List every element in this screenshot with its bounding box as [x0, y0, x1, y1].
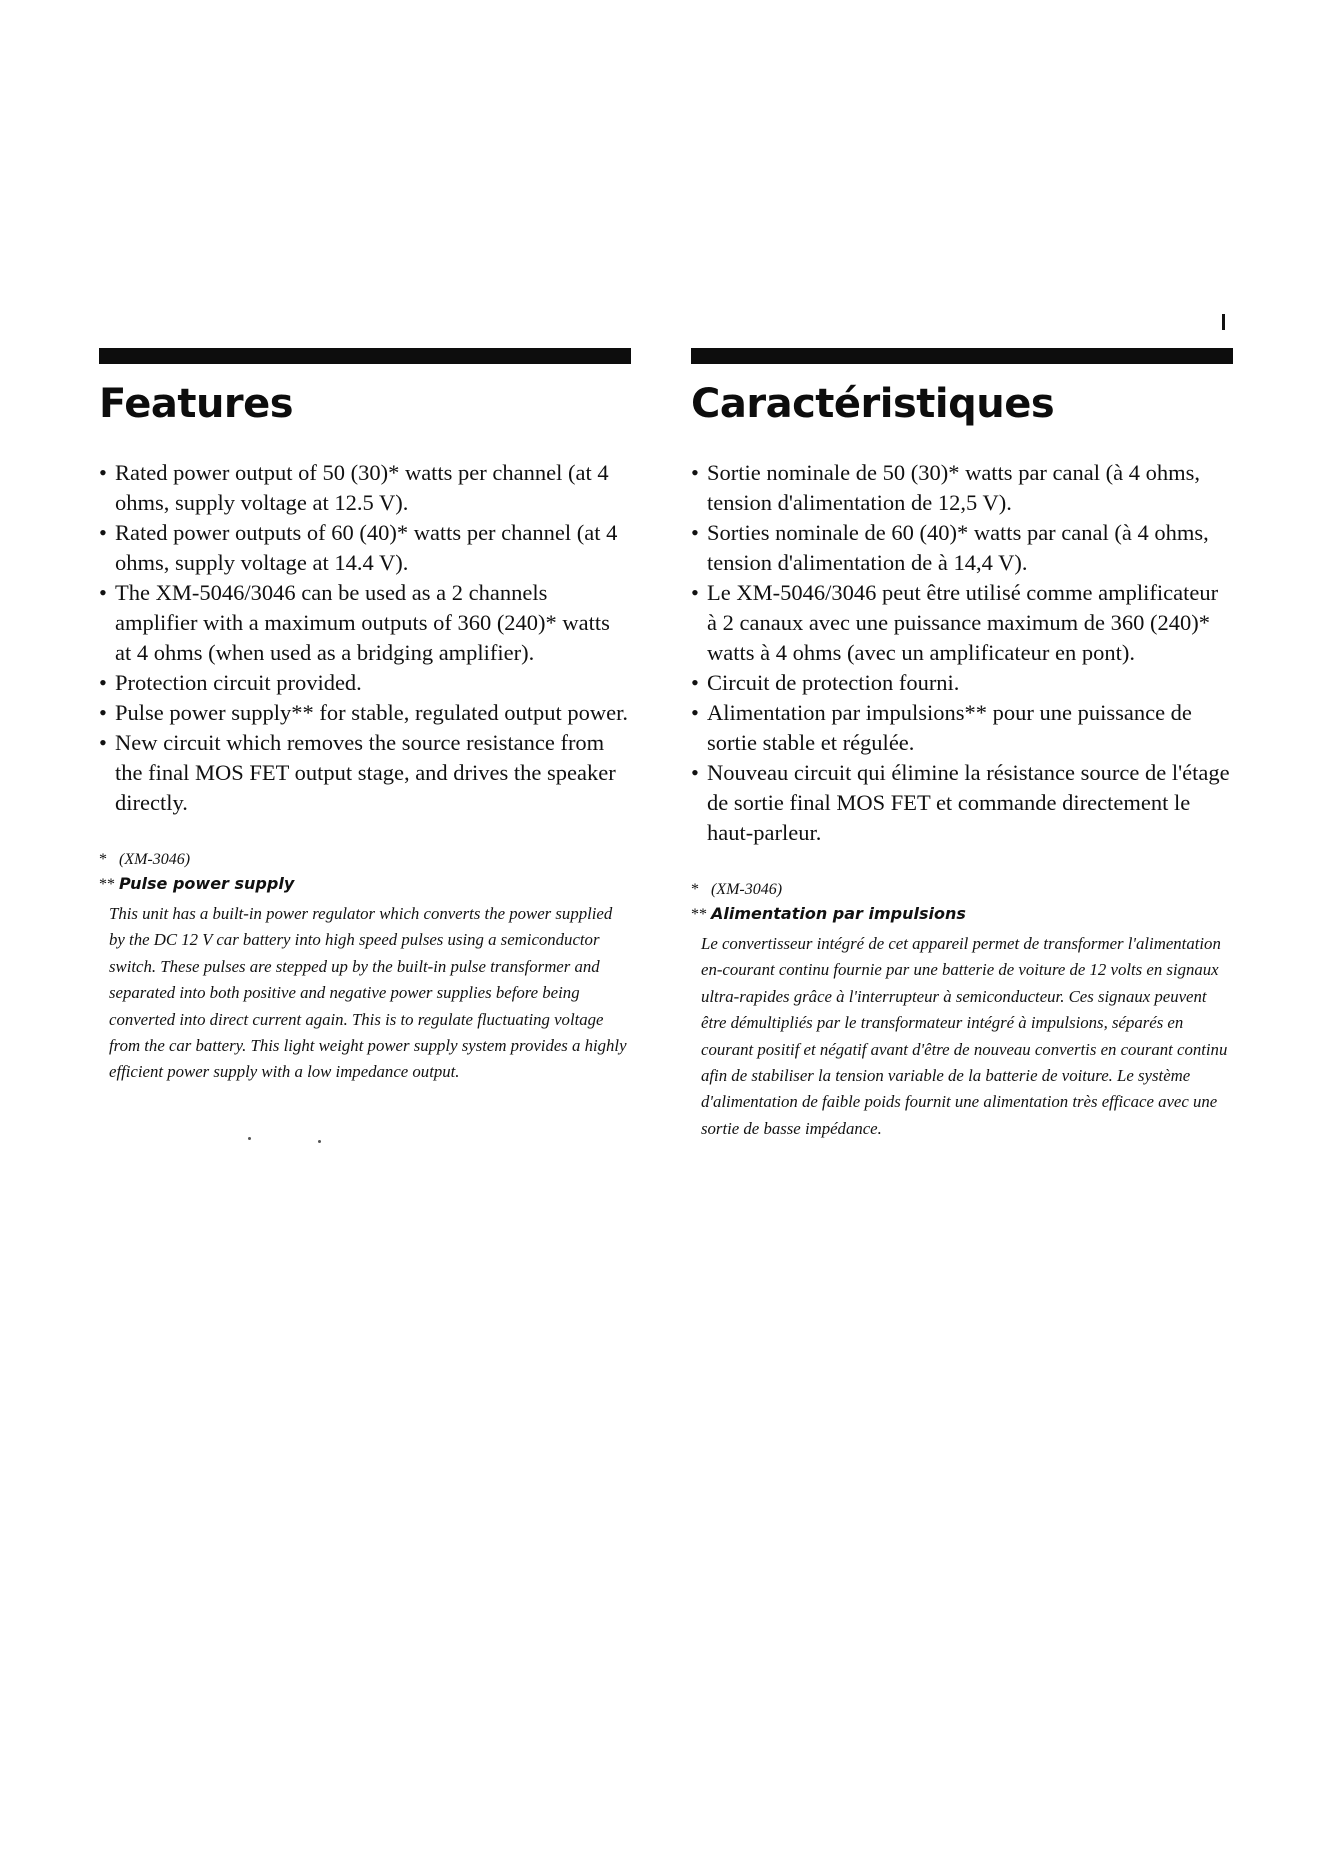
footnote-model-text: (XM-3046)	[711, 881, 783, 898]
feature-item: • The XM-5046/3046 can be used as a 2 channels amplifier with a maximum outputs of 360 (240)* watts at 4 ohms (when used as a bridging amplifier).	[99, 578, 631, 668]
footnote-mark: **	[99, 876, 115, 893]
feature-item: • Alimentation par impulsions** pour une puissance de sortie stable et régulée.	[691, 698, 1233, 758]
footnote-body: This unit has a built-in power regulator which converts the power supplied by the DC 12 V car battery into high speed pulses using a semiconductor switch. These pulses are stepped up by the built-in pulse transformer and separated into both positive and negative power supplies before being converted into direct current again. This is to regulate fluctuating voltage from the car battery. This light weight power supply system provides a highly efficient power supply with a low impedance output.	[109, 904, 627, 1082]
feature-item: • Rated power outputs of 60 (40)* watts per channel (at 4 ohms, supply voltage at 14.4 V).	[99, 518, 631, 578]
page-edge-mark	[1222, 314, 1225, 330]
heading-rule	[99, 348, 631, 364]
scan-speck	[248, 1137, 251, 1140]
feature-item: • New circuit which removes the source resistance from the final MOS FET output stage, and drives the speaker directly.	[99, 728, 631, 818]
footnote-mark: **	[691, 906, 707, 923]
feature-item: • Circuit de protection fourni.	[691, 668, 1233, 698]
heading-rule	[691, 348, 1233, 364]
footnote-model-text: (XM-3046)	[119, 851, 191, 868]
footnotes	[99, 848, 631, 1086]
footnote-title-line	[691, 902, 1233, 927]
footnote-title: Pulse power supply	[119, 874, 295, 893]
features-heading: Features	[99, 381, 294, 427]
caracteristiques-heading: Caractéristiques	[691, 381, 1055, 427]
scan-speck	[318, 1140, 321, 1143]
feature-item: • Pulse power supply** for stable, regulated output power.	[99, 698, 631, 728]
features-list	[99, 458, 631, 818]
footnote-model	[691, 878, 1233, 902]
footnote-model	[99, 848, 631, 872]
french-column	[691, 348, 1233, 1142]
footnote-mark: *	[691, 881, 699, 898]
feature-item: • Sortie nominale de 50 (30)* watts par canal (à 4 ohms, tension d'alimentation de 12,5 V).	[691, 458, 1233, 518]
footnote-title: Alimentation par impulsions	[711, 904, 966, 923]
footnotes	[691, 878, 1233, 1142]
footnote-mark: *	[99, 851, 107, 868]
footnote-title-line	[99, 872, 631, 897]
features-list	[691, 458, 1233, 848]
english-column	[99, 348, 631, 1086]
feature-item: • Protection circuit provided.	[99, 668, 631, 698]
feature-item: • Le XM-5046/3046 peut être utilisé comme amplificateur à 2 canaux avec une puissance maximum de 360 (240)* watts à 4 ohms (avec un amplificateur en pont).	[691, 578, 1233, 668]
feature-item: • Nouveau circuit qui élimine la résistance source de l'étage de sortie final MOS FET et commande directement le haut-parleur.	[691, 758, 1233, 848]
footnote-body: Le convertisseur intégré de cet appareil permet de transformer l'alimentation en-courant continu fournie par une batterie de voiture de 12 volts en signaux ultra-rapides grâce à l'interrupteur à semiconducteur. Ces signaux peuvent être démultipliés par le transformateur intégré à impulsions, séparés en courant positif et négatif avant d'être de nouveau convertis en courant continu afin de stabiliser la tension variable de la batterie de voiture. Le système d'alimentation de faible poids fournit une alimentation très efficace avec une sortie de basse impédance.	[701, 934, 1228, 1138]
feature-item: • Sorties nominale de 60 (40)* watts par canal (à 4 ohms, tension d'alimentation de à 14,4 V).	[691, 518, 1233, 578]
feature-item: • Rated power output of 50 (30)* watts per channel (at 4 ohms, supply voltage at 12.5 V).	[99, 458, 631, 518]
